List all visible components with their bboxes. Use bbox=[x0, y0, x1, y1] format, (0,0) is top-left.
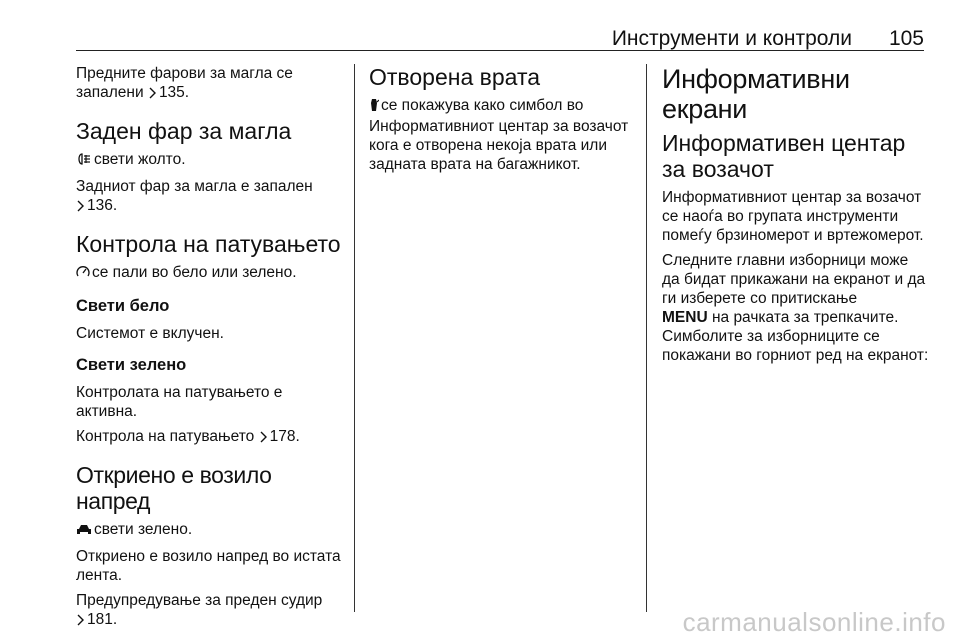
ref-arrow-icon bbox=[148, 85, 157, 104]
vehicle-paragraph: свети зелено. bbox=[76, 520, 346, 541]
rear-fog-text: Задниот фар за магла е запален 136. bbox=[76, 177, 346, 217]
column-divider bbox=[354, 64, 355, 612]
door-paragraph: се покажува како симбол во Информативниот центар за возачот кога е отворена некоја врата или задната врата на багажникот. bbox=[369, 97, 629, 173]
page-header bbox=[76, 24, 924, 51]
ref-arrow-icon bbox=[76, 612, 85, 631]
column-left bbox=[76, 64, 346, 637]
subheading-green: Свети зелено bbox=[76, 356, 187, 374]
cruise-control-icon bbox=[76, 265, 90, 284]
cruise-ref-paragraph: Контрола на патувањето 178. bbox=[76, 427, 346, 448]
page-number: 105 bbox=[888, 27, 924, 50]
page-ref-link[interactable]: 178. bbox=[269, 428, 300, 445]
green-paragraph: Контролата на патувањето е активна. bbox=[76, 384, 283, 420]
section-heading-cruise: Контрола на патувањето bbox=[76, 231, 341, 257]
rear-fog-lamp-icon bbox=[76, 152, 92, 171]
column-divider bbox=[646, 64, 647, 612]
symbols-paragraph: Симболите за изборниците се покажани во горниот ред на екранот: bbox=[662, 328, 929, 364]
section-heading-vehicle: Откриено е возило напред bbox=[76, 462, 272, 514]
page-ref-link[interactable]: 135. bbox=[158, 84, 190, 101]
chapter-title: Инструменти и контроли bbox=[611, 27, 852, 50]
watermark: carmanualsonline.info bbox=[682, 607, 946, 637]
page-ref-link[interactable]: 136. bbox=[87, 197, 118, 214]
subheading-white: Свети бело bbox=[76, 297, 170, 315]
cruise-paragraph: се пали во бело или зелено. bbox=[76, 263, 346, 284]
rear-fog-paragraph: свети жолто. bbox=[76, 150, 346, 171]
vehicle-ahead-icon bbox=[76, 522, 92, 541]
page-ref-link[interactable]: 181. bbox=[87, 611, 118, 628]
white-paragraph: Системот е вклучен. bbox=[76, 325, 224, 342]
section-heading-info-displays: Информативни екрани bbox=[662, 64, 850, 124]
menus-paragraph: Следните главни изборници може да бидат прикажани на екранот и да ги изберете со притискање MENU на рачката за трепкачите. bbox=[662, 252, 926, 326]
ref-arrow-icon bbox=[76, 198, 85, 217]
column-right bbox=[662, 64, 930, 371]
dic-paragraph: Информативниот центар за возачот се наоѓа во групата инструменти помеѓу брзиномерот и вртежомерот. bbox=[662, 189, 924, 244]
collision-paragraph: Предупредување за преден судир 181. bbox=[76, 591, 346, 631]
ref-arrow-icon bbox=[259, 429, 268, 448]
column-middle bbox=[369, 64, 631, 180]
section-heading-rear-fog: Заден фар за магла bbox=[76, 118, 292, 144]
door-open-icon bbox=[369, 98, 379, 117]
vehicle-text: Откриено е возило напред во истата лента. bbox=[76, 548, 341, 584]
section-heading-door: Отворена врата bbox=[369, 64, 541, 90]
menu-label: MENU bbox=[662, 309, 708, 326]
section-heading-driver-info-centre: Информативен центар за возачот bbox=[662, 130, 906, 182]
front-fog-paragraph: Предните фарови за магла се запалени 135. bbox=[76, 64, 346, 104]
